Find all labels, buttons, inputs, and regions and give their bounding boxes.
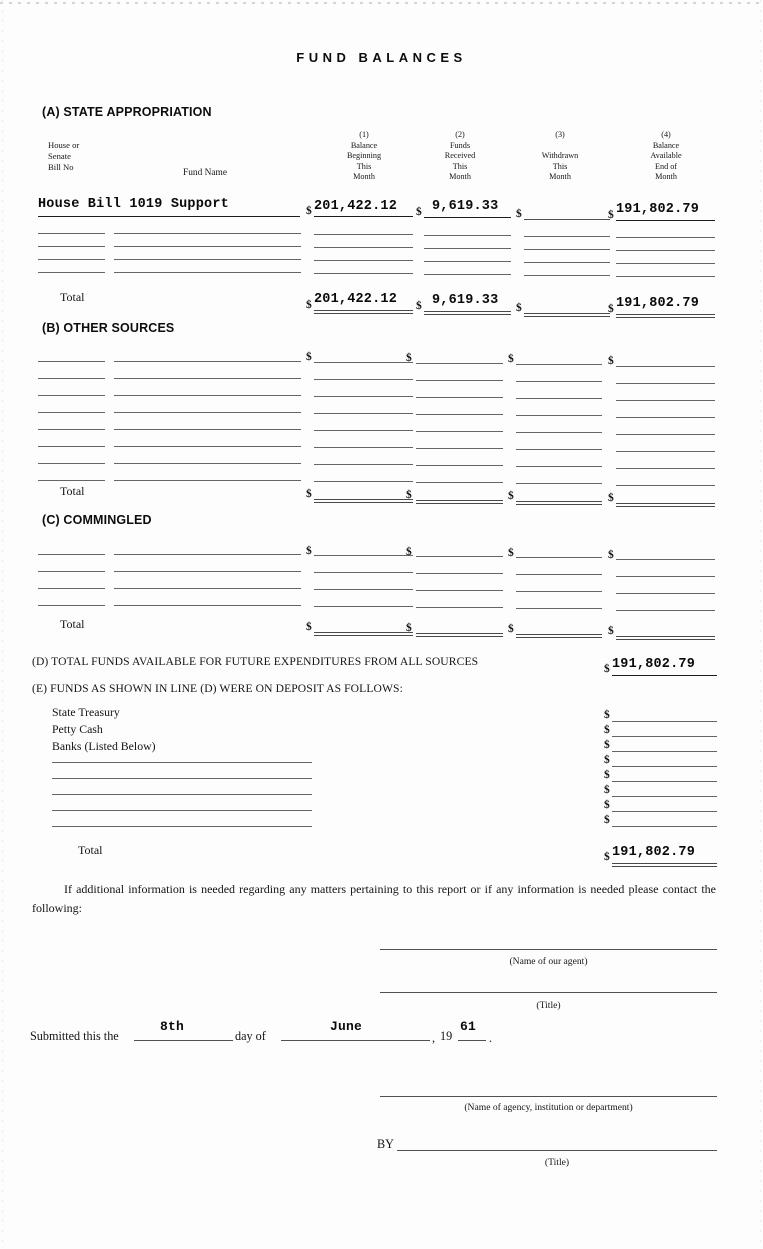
section-b-blank-col4-rule[interactable] [616,383,715,384]
section-c-col1-dollar-sign: $ [306,545,312,557]
section-e-total-label: Total [78,843,103,857]
section-e-amount-rule[interactable] [612,751,717,752]
section-a-blank-fundname-rule[interactable] [114,259,301,260]
section-c-blank-col2-rule[interactable] [416,556,503,557]
section-a-total-col1-rule [314,310,413,311]
section-b-blank-col4-rule[interactable] [616,400,715,401]
page-title: FUND BALANCES [296,50,467,65]
section-e-amount-rule[interactable] [612,781,717,782]
section-c-blank-col4-rule[interactable] [616,610,715,611]
section-c-blank-col3-rule[interactable] [516,608,602,609]
section-a-blank-fundname-rule[interactable] [114,246,301,247]
section-b-blank-col1-rule[interactable] [314,481,413,482]
section-b-heading: (B) OTHER SOURCES [42,321,175,335]
section-c-blank-col4-rule[interactable] [616,576,715,577]
section-c-heading: (C) COMMINGLED [42,513,152,527]
section-b-blank-col2-rule[interactable] [416,465,503,466]
section-e-amount-dollar-sign: $ [604,814,610,826]
section-b-blank-billno-rule[interactable] [38,463,105,464]
agent-name-caption: (Name of our agent) [509,956,588,967]
section-c-total-col2-dollar-sign: $ [406,622,412,634]
section-e-heading: (E) FUNDS AS SHOWN IN LINE (D) WERE ON DEPOSIT AS FOLLOWS: [32,682,403,695]
section-c-total-col1-dollar-sign: $ [306,621,312,633]
section-a-blank-col3-rule[interactable] [524,275,610,276]
section-b-blank-col3-rule[interactable] [516,466,602,467]
section-e-bank-name-rule[interactable] [52,794,312,795]
section-c-total-col2-rule [416,633,503,634]
section-a-blank-col3-rule[interactable] [524,236,610,237]
column-2-line-1: Funds [449,140,471,150]
column-4-line-3: End of [654,161,678,171]
section-b-blank-col3-rule[interactable] [516,483,602,484]
by-label: BY [377,1137,394,1151]
section-b-blank-col2-rule[interactable] [416,380,503,381]
section-b-col2-dollar-sign: $ [406,352,412,364]
section-a-blank-col4-rule[interactable] [616,237,715,238]
column-header-bill-no [48,140,79,173]
section-a-blank-col2-rule[interactable] [424,274,511,275]
section-c-total-col4-dollar-sign: $ [608,625,614,637]
section-e-total-dollar-sign: $ [604,851,610,863]
column-2-line-2: Received [444,151,476,160]
fund-entry-col4-dollar-sign: $ [608,209,614,221]
by-signature-rule[interactable] [397,1150,717,1151]
section-b-blank-fundname-rule[interactable] [114,429,301,430]
section-a-blank-billno-rule[interactable] [38,259,105,260]
section-b-blank-billno-rule[interactable] [38,429,105,430]
section-a-heading: (A) STATE APPROPRIATION [42,105,212,119]
section-b-blank-col4-rule[interactable] [616,434,715,435]
section-b-blank-col2-rule[interactable] [416,431,503,432]
section-c-blank-col3-rule[interactable] [516,557,602,558]
section-a-blank-billno-rule[interactable] [38,233,105,234]
column-header-2 [416,130,504,183]
section-a-total-col2-value: 9,619.33 [432,293,499,308]
section-a-blank-col1-rule[interactable] [314,260,413,261]
column-1-line-4: Month [353,172,375,181]
section-b-blank-col4-rule[interactable] [616,485,715,486]
section-e-total-value: 191,802.79 [612,845,696,860]
section-b-blank-billno-rule[interactable] [38,361,105,362]
section-c-total-col3-rule [516,634,602,635]
section-a-blank-billno-rule[interactable] [38,246,105,247]
section-b-blank-col2-rule[interactable] [416,448,503,449]
section-d-dollar-sign: $ [604,663,610,675]
section-e-amount-dollar-sign: $ [604,709,610,721]
section-b-blank-col3-rule[interactable] [516,398,602,399]
section-b-blank-col2-rule[interactable] [416,414,503,415]
bill-no-line-3: Bill No [48,162,74,172]
section-c-blank-billno-rule[interactable] [38,554,105,555]
section-c-blank-col2-rule[interactable] [416,573,503,574]
section-a-total-col1-dollar-sign: $ [306,299,312,311]
year-prefix: 19 [440,1029,453,1043]
section-c-blank-col2-rule[interactable] [416,590,503,591]
section-c-blank-billno-rule[interactable] [38,588,105,589]
section-b-total-col2-rule [416,500,503,501]
submitted-period: . [489,1031,493,1045]
section-b-blank-billno-rule[interactable] [38,378,105,379]
scan-edge-right [760,0,761,1249]
section-b-blank-fundname-rule[interactable] [114,378,301,379]
section-c-blank-col2-rule[interactable] [416,607,503,608]
submitted-prefix: Submitted this the [30,1029,119,1043]
section-b-total-col4-dollar-sign: $ [608,492,614,504]
fund-entry-col1-rule [314,216,413,217]
section-a-blank-col2-rule[interactable] [424,248,511,249]
submitted-month-rule[interactable] [281,1040,430,1041]
section-c-total-col3-dollar-sign: $ [508,623,514,635]
section-b-blank-fundname-rule[interactable] [114,395,301,396]
section-a-blank-col2-rule[interactable] [424,261,511,262]
section-c-col3-dollar-sign: $ [508,547,514,559]
fund-entry-col2-rule [424,217,511,218]
section-c-col2-dollar-sign: $ [406,546,412,558]
submitted-year-value[interactable]: 61 [460,1019,477,1034]
section-e-amount-rule[interactable] [612,811,717,812]
section-e-total-rule [612,863,717,864]
section-e-item-banks: Banks (Listed Below) [52,739,156,753]
section-e-amount-rule[interactable] [612,826,717,827]
section-b-blank-fundname-rule[interactable] [114,480,301,481]
fund-entry-description[interactable]: House Bill 1019 Support [38,197,229,212]
section-e-amount-rule[interactable] [612,766,717,767]
column-1-line-3: This [356,161,372,171]
column-1-number: (1) [359,130,369,139]
section-c-total-label: Total [60,617,85,631]
bill-no-line-1: House or [48,140,80,150]
scan-edge-left [2,0,3,1249]
agent-name-rule[interactable] [380,949,717,950]
section-c-blank-fundname-rule[interactable] [114,554,301,555]
section-b-blank-fundname-rule[interactable] [114,463,301,464]
day-of-label: day of [235,1029,266,1043]
column-3-line-1: Withdrawn [541,151,579,160]
section-c-blank-col1-rule[interactable] [314,572,413,573]
column-4-number: (4) [661,130,671,139]
section-a-blank-fundname-rule[interactable] [114,233,301,234]
section-b-total-label: Total [60,484,85,498]
section-b-blank-col1-rule[interactable] [314,464,413,465]
section-a-total-col4-rule [616,314,715,315]
section-e-bank-name-rule[interactable] [52,762,312,763]
section-e-bank-name-rule[interactable] [52,778,312,779]
section-e-amount-dollar-sign: $ [604,724,610,736]
by-title-caption: (Title) [544,1157,570,1168]
section-a-total-col2-dollar-sign: $ [416,300,422,312]
section-a-total-col4-value: 191,802.79 [616,296,700,311]
section-b-blank-col4-rule[interactable] [616,417,715,418]
section-b-blank-billno-rule[interactable] [38,480,105,481]
column-2-line-4: Month [449,172,471,181]
section-b-blank-col2-rule[interactable] [416,482,503,483]
column-3-number: (3) [555,130,565,139]
section-e-amount-dollar-sign: $ [604,739,610,751]
section-a-blank-col4-rule[interactable] [616,250,715,251]
column-2-number: (2) [455,130,465,139]
section-b-blank-col1-rule[interactable] [314,362,413,363]
section-b-blank-col1-rule[interactable] [314,447,413,448]
column-4-line-2: Available [650,151,682,160]
section-c-blank-fundname-rule[interactable] [114,588,301,589]
section-a-total-col3-dollar-sign: $ [516,302,522,314]
section-a-blank-col1-rule[interactable] [314,247,413,248]
submitted-month-value[interactable]: June [330,1019,363,1034]
section-b-total-col1-dollar-sign: $ [306,488,312,500]
submitted-day-rule[interactable] [134,1040,233,1041]
section-c-blank-fundname-rule[interactable] [114,605,301,606]
section-c-blank-col4-rule[interactable] [616,559,715,560]
section-b-blank-col4-rule[interactable] [616,366,715,367]
section-a-blank-col4-rule[interactable] [616,263,715,264]
column-header-4 [622,130,710,183]
section-c-blank-col1-rule[interactable] [314,555,413,556]
section-b-blank-col1-rule[interactable] [314,396,413,397]
section-d-heading: (D) TOTAL FUNDS AVAILABLE FOR FUTURE EXPENDITURES FROM ALL SOURCES [32,655,479,668]
column-header-3 [516,130,604,183]
contact-paragraph: If additional information is needed regarding any matters pertaining to this report or if any information is needed please contact the following: [32,882,716,915]
section-b-total-col1-rule [314,499,413,500]
section-e-amount-dollar-sign: $ [604,769,610,781]
section-b-blank-col2-rule[interactable] [416,363,503,364]
fund-entry-col2-dollar-sign: $ [416,206,422,218]
section-a-blank-fundname-rule[interactable] [114,272,301,273]
section-c-total-col4-rule [616,636,715,637]
agent-title-rule[interactable] [380,992,717,993]
section-b-total-col3-rule [516,501,602,502]
section-a-total-col2-rule [424,311,511,312]
column-1-line-2: Beginning [346,151,382,160]
section-b-blank-billno-rule[interactable] [38,412,105,413]
section-a-blank-col3-rule[interactable] [524,249,610,250]
section-b-blank-fundname-rule[interactable] [114,446,301,447]
agency-name-caption: (Name of agency, institution or department) [464,1102,633,1113]
agency-name-rule[interactable] [380,1096,717,1097]
section-a-blank-billno-rule[interactable] [38,272,105,273]
section-b-blank-col3-rule[interactable] [516,432,602,433]
fund-entry-col3-rule [524,219,610,220]
submitted-year-rule[interactable] [458,1040,486,1041]
section-e-amount-rule[interactable] [612,736,717,737]
section-b-total-col2-dollar-sign: $ [406,489,412,501]
column-3-line-3: Month [549,172,571,181]
section-e-item-state-treasury: State Treasury [52,705,120,719]
section-a-blank-col3-rule[interactable] [524,262,610,263]
section-a-total-label: Total [60,290,85,304]
column-3-line-2: This [552,161,568,171]
column-header-1 [318,130,410,183]
section-a-blank-col4-rule[interactable] [616,276,715,277]
column-3-spacer [516,141,604,152]
section-a-total-col3-rule [524,313,610,314]
fund-entry-col1-value[interactable]: 201,422.12 [314,199,398,214]
section-c-blank-billno-rule[interactable] [38,571,105,572]
section-c-blank-col1-rule[interactable] [314,606,413,607]
column-4-line-4: Month [655,172,677,181]
section-b-blank-billno-rule[interactable] [38,395,105,396]
section-b-blank-col1-rule[interactable] [314,413,413,414]
section-a-blank-col1-rule[interactable] [314,273,413,274]
submitted-day-value[interactable]: 8th [160,1019,185,1034]
section-e-amount-dollar-sign: $ [604,799,610,811]
section-e-item-petty-cash: Petty Cash [52,722,103,736]
section-b-total-col3-dollar-sign: $ [508,490,514,502]
section-b-blank-col3-rule[interactable] [516,381,602,382]
section-a-total-col1-value: 201,422.12 [314,292,398,307]
fund-entry-col2-value[interactable]: 9,619.33 [432,199,499,214]
section-b-blank-col2-rule[interactable] [416,397,503,398]
agent-title-caption: (Title) [536,1000,561,1011]
column-4-line-1: Balance [652,140,680,150]
section-c-col4-dollar-sign: $ [608,549,614,561]
section-a-blank-col2-rule[interactable] [424,235,511,236]
section-c-blank-col4-rule[interactable] [616,593,715,594]
section-b-blank-billno-rule[interactable] [38,446,105,447]
section-b-total-col4-rule [616,503,715,504]
column-header-fund-name: Fund Name [183,168,228,178]
section-b-col3-dollar-sign: $ [508,353,514,365]
fund-entry-col3-dollar-sign: $ [516,208,522,220]
fund-entry-col1-dollar-sign: $ [306,205,312,217]
section-b-col1-dollar-sign: $ [306,351,312,363]
section-b-blank-col3-rule[interactable] [516,415,602,416]
section-c-blank-fundname-rule[interactable] [114,571,301,572]
section-e-amount-rule[interactable] [612,721,717,722]
section-b-blank-col1-rule[interactable] [314,430,413,431]
section-c-blank-billno-rule[interactable] [38,605,105,606]
section-b-blank-fundname-rule[interactable] [114,412,301,413]
section-a-blank-col1-rule[interactable] [314,234,413,235]
section-b-blank-col1-rule[interactable] [314,379,413,380]
fund-entry-col4-value[interactable]: 191,802.79 [616,202,700,217]
column-1-line-1: Balance [350,140,378,150]
bill-no-line-2: Senate [48,151,71,161]
scan-edge-top [0,2,763,4]
section-b-blank-col3-rule[interactable] [516,364,602,365]
fund-entry-description-rule [38,216,300,217]
section-e-bank-name-rule[interactable] [52,826,312,827]
submitted-comma: , [432,1031,436,1045]
section-b-blank-col4-rule[interactable] [616,468,715,469]
section-b-blank-col4-rule[interactable] [616,451,715,452]
column-2-line-3: This [452,161,468,171]
section-c-blank-col3-rule[interactable] [516,574,602,575]
section-e-amount-dollar-sign: $ [604,784,610,796]
section-c-total-col1-rule [314,632,413,633]
section-a-total-col4-dollar-sign: $ [608,303,614,315]
fund-entry-col4-rule [616,220,715,221]
section-e-amount-rule[interactable] [612,796,717,797]
section-c-blank-col3-rule[interactable] [516,591,602,592]
section-b-blank-col3-rule[interactable] [516,449,602,450]
section-c-blank-col1-rule[interactable] [314,589,413,590]
section-d-value: 191,802.79 [612,657,696,672]
section-b-blank-fundname-rule[interactable] [114,361,301,362]
section-b-col4-dollar-sign: $ [608,355,614,367]
section-e-bank-name-rule[interactable] [52,810,312,811]
section-e-amount-dollar-sign: $ [604,754,610,766]
section-d-rule [612,675,717,676]
